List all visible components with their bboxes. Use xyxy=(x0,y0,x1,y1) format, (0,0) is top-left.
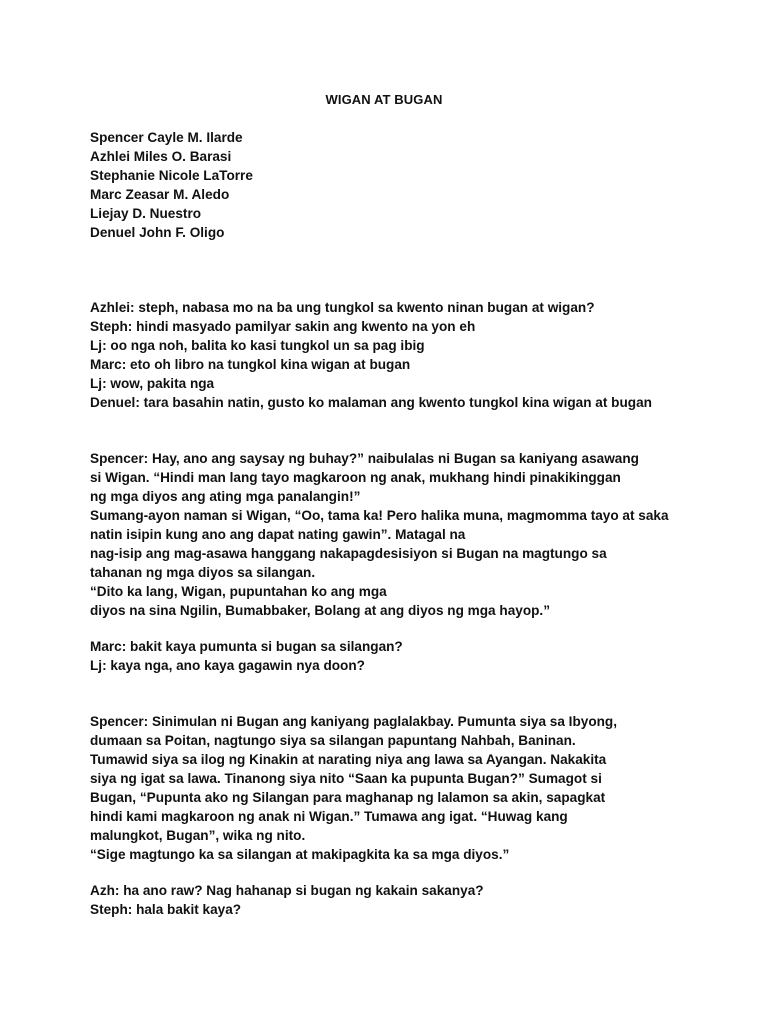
author-list xyxy=(90,128,730,242)
dialogue-line: Azh: ha ano raw? Nag hahanap si bugan ng kakain sakanya? xyxy=(90,883,484,898)
story-line: nag-isip ang mag-asawa hanggang nakapagdesisiyon si Bugan na magtungo sa xyxy=(90,546,607,561)
dialogue-line: Lj: wow, pakita nga xyxy=(90,376,215,391)
author-name: Spencer Cayle M. Ilarde xyxy=(90,130,243,145)
document-title: WIGAN AT BUGAN xyxy=(325,92,443,107)
dialogue-line: Steph: hala bakit kaya? xyxy=(90,902,242,917)
story-line: malungkot, Bugan”, wika ng nito. xyxy=(90,828,306,843)
dialogue-line: Steph: hindi masyado pamilyar sakin ang kwento na yon eh xyxy=(90,319,476,334)
author-name: Marc Zeasar M. Aledo xyxy=(90,187,230,202)
author-name: Liejay D. Nuestro xyxy=(90,206,202,221)
dialogue-line: Denuel: tara basahin natin, gusto ko malaman ang kwento tungkol kina wigan at bugan xyxy=(90,395,652,410)
story-line: “Sige magtungo ka sa silangan at makipagkita ka sa mga diyos.” xyxy=(90,847,510,862)
author-name: Azhlei Miles O. Barasi xyxy=(90,149,232,164)
story-section-1 xyxy=(90,449,730,620)
story-line: dumaan sa Poitan, nagtungo siya sa silangan papuntang Nahbah, Baninan. xyxy=(90,733,576,748)
dialogue-section-1 xyxy=(90,298,730,412)
story-line: siya ng igat sa lawa. Tinanong siya nito “Saan ka pupunta Bugan?” Sumagot si xyxy=(90,771,602,786)
author-name: Denuel John F. Oligo xyxy=(90,225,225,240)
story-line: Spencer: Sinimulan ni Bugan ang kaniyang paglalakbay. Pumunta siya sa Ibyong, xyxy=(90,714,618,729)
dialogue-line: Marc: bakit kaya pumunta si bugan sa silangan? xyxy=(90,639,403,654)
dialogue-section-3 xyxy=(90,881,730,919)
story-line: Sumang-ayon naman si Wigan, “Oo, tama ka! Pero halika muna, magmomma tayo at saka xyxy=(90,508,669,523)
dialogue-line: Lj: kaya nga, ano kaya gagawin nya doon? xyxy=(90,658,365,673)
dialogue-line: Marc: eto oh libro na tungkol kina wigan at bugan xyxy=(90,357,411,372)
story-line: hindi kami magkaroon ng anak ni Wigan.” Tumawa ang igat. “Huwag kang xyxy=(90,809,568,824)
author-name: Stephanie Nicole LaTorre xyxy=(90,168,253,183)
story-line: Tumawid siya sa ilog ng Kinakin at narating niya ang lawa sa Ayangan. Nakakita xyxy=(90,752,607,767)
dialogue-line: Azhlei: steph, nabasa mo na ba ung tungkol sa kwento ninan bugan at wigan? xyxy=(90,300,595,315)
story-line: natin isipin kung ano ang dapat nating gawin”. Matagal na xyxy=(90,527,466,542)
story-section-2 xyxy=(90,712,730,864)
story-line: “Dito ka lang, Wigan, pupuntahan ko ang mga xyxy=(90,584,387,599)
story-line: si Wigan. “Hindi man lang tayo magkaroon ng anak, mukhang hindi pinakikinggan xyxy=(90,470,621,485)
dialogue-section-2 xyxy=(90,637,730,675)
story-line: diyos na sina Ngilin, Bumabbaker, Bolang at ang diyos ng mga hayop.” xyxy=(90,603,551,618)
dialogue-line: Lj: oo nga noh, balita ko kasi tungkol un sa pag ibig xyxy=(90,338,425,353)
story-line: tahanan ng mga diyos sa silangan. xyxy=(90,565,316,580)
story-line: Spencer: Hay, ano ang saysay ng buhay?” naibulalas ni Bugan sa kaniyang asawang xyxy=(90,451,639,466)
story-line: Bugan, “Pupunta ako ng Silangan para maghanap ng lalamon sa akin, sapagkat xyxy=(90,790,606,805)
story-line: ng mga diyos ang ating mga panalangin!” xyxy=(90,489,361,504)
